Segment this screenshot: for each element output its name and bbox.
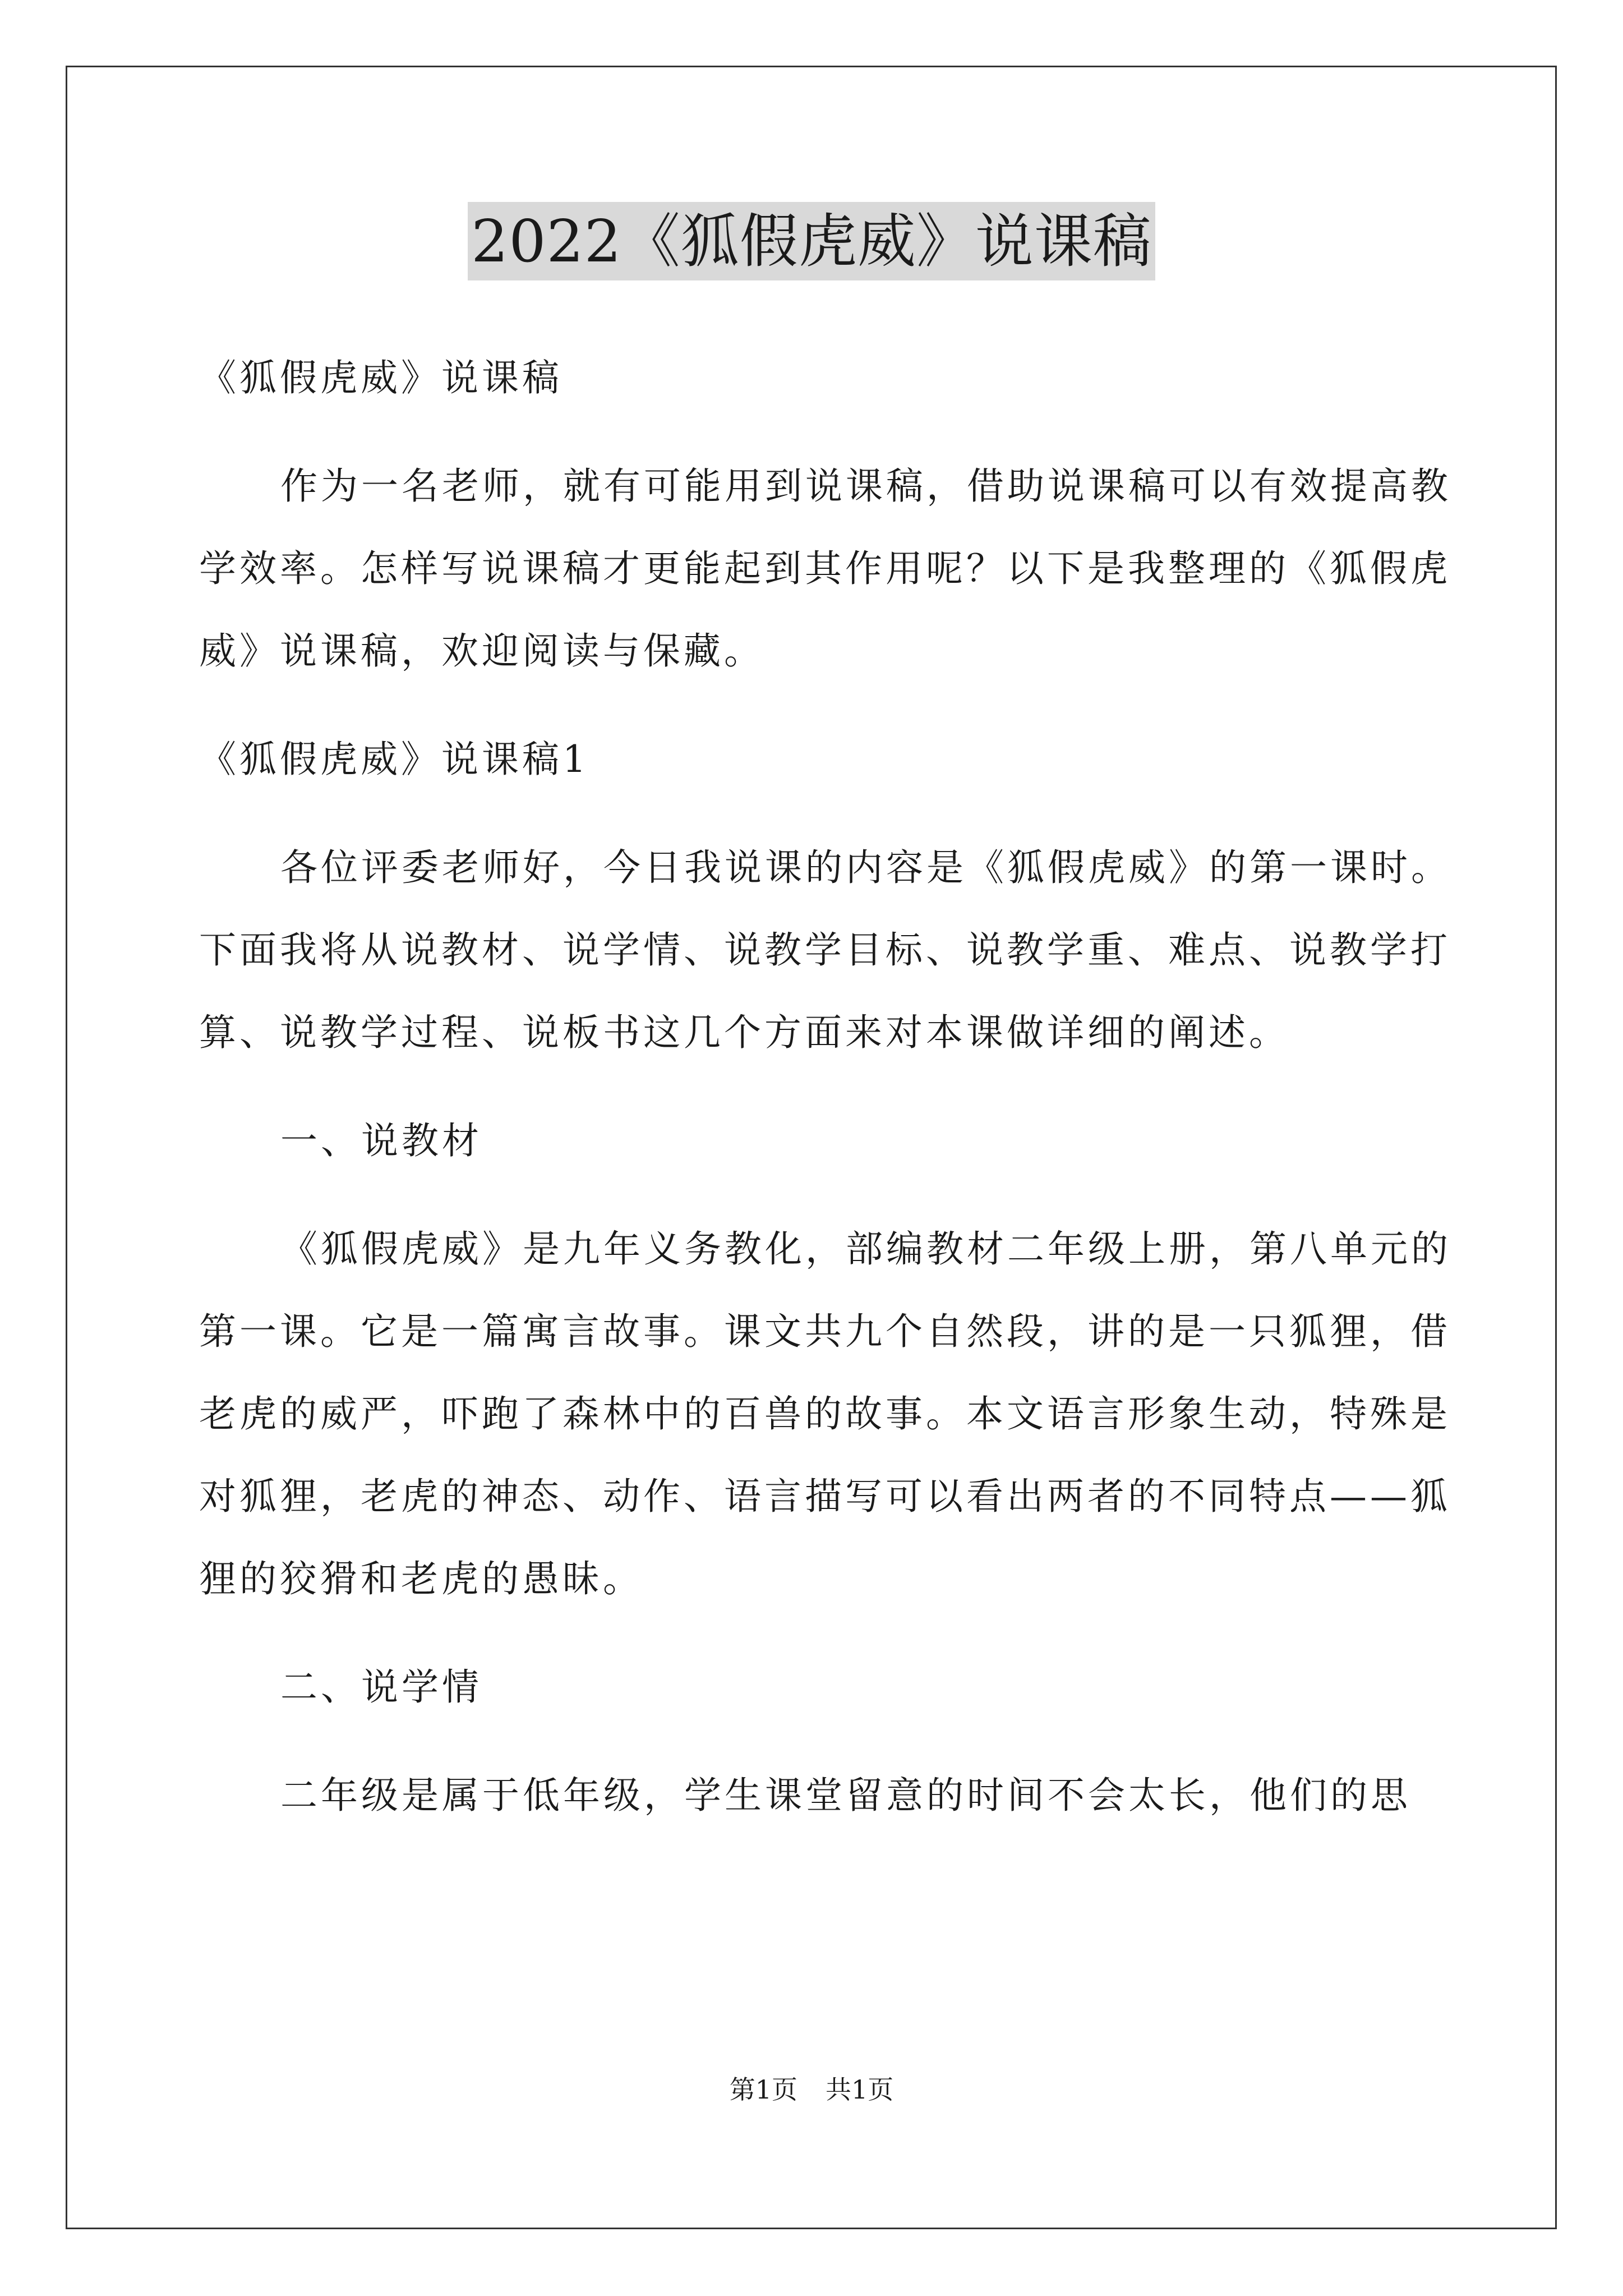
paragraph-students: 二年级是属于低年级，学生课堂留意的时间不会太长，他们的思 — [280, 1774, 1411, 1817]
paragraph-subhead: 《狐假虎威》说课稿 — [199, 356, 562, 399]
paragraph-intro: 作为一名老师，就有可能用到说课稿，借助说课稿可以有效提高教学效率。怎样写说课稿才更能起到其作用呢？以下是我整理的《狐假虎威》说课稿，欢迎阅读与保藏。 — [199, 464, 1451, 673]
paragraph-subhead-1: 《狐假虎威》说课稿1 — [199, 738, 589, 781]
document-title: 2022《狐假虎威》说课稿 — [468, 202, 1155, 280]
paragraph-textbook: 《狐假虎威》是九年义务教化，部编教材二年级上册，第八单元的第一课。它是一篇寓言故事。课文共九个自然段，讲的是一只狐狸，借老虎的威严，吓跑了森林中的百兽的故事。本文语言形象生动，特殊是对狐狸，老虎的神态、动作、语言描写可以看出两者的不同特点——狐狸的狡猾和老虎的愚昧。 — [199, 1227, 1451, 1600]
section-heading-students: 二、说学情 — [280, 1665, 482, 1709]
paragraph-opening: 各位评委老师好，今日我说课的内容是《狐假虎威》的第一课时。下面我将从说教材、说学情、说教学目标、说教学重、难点、说教学打算、说教学过程、说板书这几个方面来对本课做详细的阐述。 — [199, 846, 1451, 1054]
document-body — [199, 337, 1455, 1862]
page-number-current: 第1页 — [729, 2074, 797, 2105]
section-heading-textbook: 一、说教材 — [280, 1119, 482, 1162]
page-number-total: 共1页 — [826, 2074, 894, 2105]
title-container — [0, 202, 1623, 280]
page-footer — [0, 2073, 1623, 2106]
